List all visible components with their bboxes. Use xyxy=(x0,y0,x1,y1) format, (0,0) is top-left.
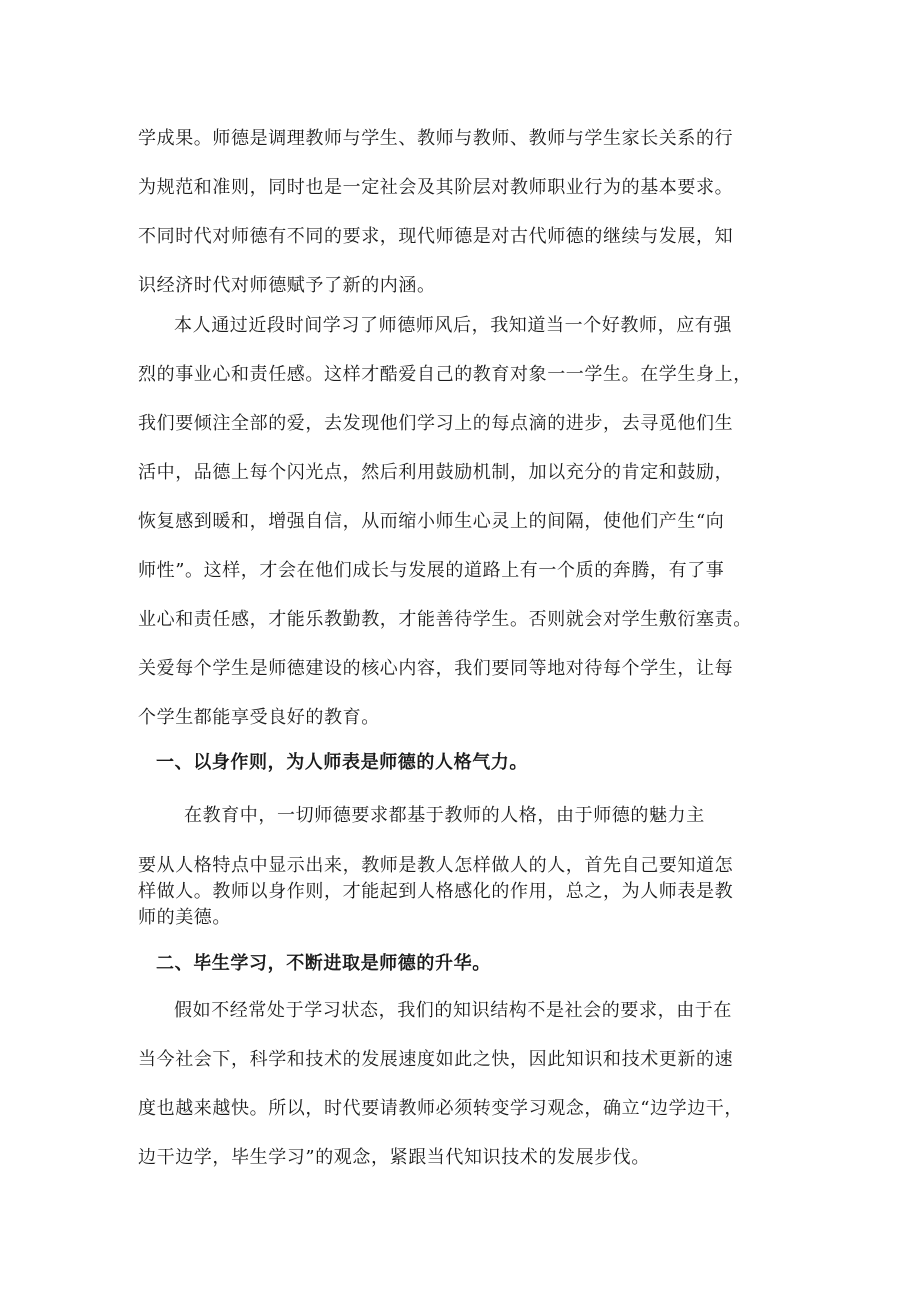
text-line: 学成果。师德是调理教师与学生、教师与教师、教师与学生家长关系的行 xyxy=(138,128,734,149)
heading-text: 一、以身作则，为人师表是师德的人格气力。 xyxy=(156,752,528,773)
text-line: 当今社会下，科学和技术的发展速度如此之快，因此知识和技术更新的速 xyxy=(138,1049,734,1070)
paragraph-3 xyxy=(138,807,705,826)
text-line: 师性”。这样，才会在他们成长与发展的道路上有一个质的奔腾，有了事 xyxy=(138,560,725,581)
text-line: 假如不经常处于学习状态，我们的知识结构不是社会的要求，由于在 xyxy=(174,1000,732,1021)
paragraph-4 xyxy=(138,1002,743,1198)
text-line: 不同时代对师德有不同的要求，现代师德是对古代师德的继续与发展，知 xyxy=(138,226,734,247)
text-line: 要从人格特点中显示出来，教师是教人怎样做人的人，首先自己要知道怎 xyxy=(138,855,734,876)
text-line: 恢复感到暖和，增强自信，从而缩小师生心灵上的间隔，使他们产生“向 xyxy=(138,511,725,532)
text-line: 烈的事业心和责任感。这样才酷爱自己的教育对象一一学生。在学生身上， xyxy=(138,364,752,385)
text-line: 本人通过近段时间学习了师德师风后，我知道当一个好教师，应有强 xyxy=(174,315,732,336)
text-line: 在教育中，一切师德要求都基于教师的人格，由于师德的魅力主 xyxy=(184,805,705,826)
paragraph-1 xyxy=(138,130,733,326)
paragraph-3-body xyxy=(138,857,733,935)
paragraph-2 xyxy=(138,317,752,758)
text-line: 业心和责任感，才能乐教勤教，才能善待学生。否则就会对学生敷衍塞责。 xyxy=(138,609,752,630)
section-heading-2 xyxy=(156,955,491,974)
text-line: 关爱每个学生是师德建设的核心内容，我们要同等地对待每个学生，让每 xyxy=(138,658,734,679)
text-line: 边干边学，毕生学习”的观念，紧跟当代知识技术的发展步伐。 xyxy=(138,1147,650,1168)
section-heading-1 xyxy=(156,754,528,773)
text-line: 样做人。教师以身作则，才能起到人格感化的作用，总之，为人师表是教 xyxy=(138,881,734,902)
text-line: 度也越来越快。所以，时代要请教师必须转变学习观念，确立“边学边干， xyxy=(138,1098,743,1119)
text-line: 我们要倾注全部的爱，去发现他们学习上的每点滴的进步，去寻觅他们生 xyxy=(138,413,734,434)
text-line: 个学生都能享受良好的教育。 xyxy=(138,707,380,728)
text-line: 师的美德。 xyxy=(138,907,231,928)
text-line: 活中，品德上每个闪光点，然后利用鼓励机制，加以充分的肯定和鼓励， xyxy=(138,462,734,483)
heading-text: 二、毕生学习，不断进取是师德的升华。 xyxy=(156,953,491,974)
text-line: 识经济时代对师德赋予了新的内涵。 xyxy=(138,275,436,296)
text-line: 为规范和准则，同时也是一定社会及其阶层对教师职业行为的基本要求。 xyxy=(138,177,734,198)
